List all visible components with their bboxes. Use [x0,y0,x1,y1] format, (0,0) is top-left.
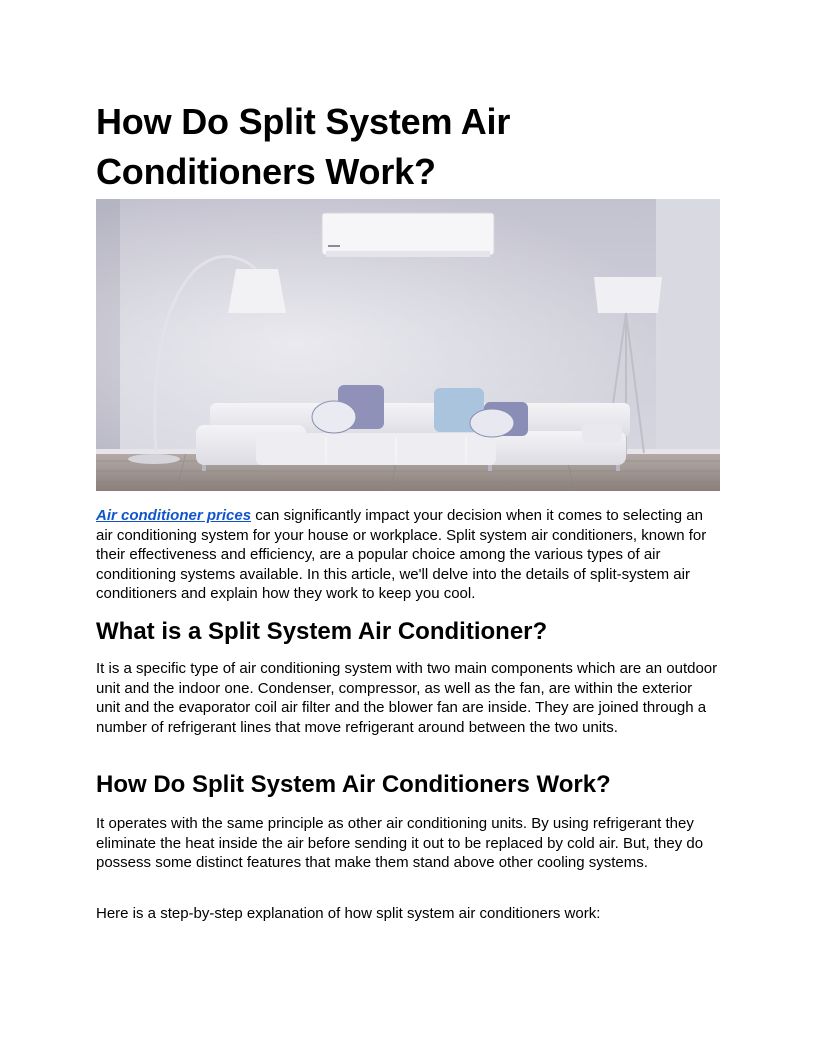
section-paragraph: It is a specific type of air conditioning system with two main components which are an outdoor unit and the indoor one. Condenser, compressor, as well as the fan, are within the exterior unit and the evaporator coil air filter and the blower fan are inside. They are joined through a number of refrigerant lines that move refrigerant around between the two units. [96,660,718,736]
intro-paragraph [96,506,720,604]
section-heading-how-work: How Do Split System Air Conditioners Work? [96,771,611,798]
section-heading-what-is: What is a Split System Air Conditioner? [96,618,548,645]
intro-text: can significantly impact your decision when it comes to selecting an air conditioning system for your house or workplace. Split system air conditioners, known for their effectiveness and efficiency, are a popular choice among the various types of air conditioning systems available. In this article, we'll delve into the details of split-system air conditioners and explain how they work to keep you cool. [96,507,707,602]
page-title: How Do Split System Air Conditioners Work? [96,101,511,192]
hero-image-living-room-air-conditioner [96,199,720,491]
section-paragraph: It operates with the same principle as other air conditioning units. By using refrigerant they eliminate the heat inside the air before sending it out to be replaced by cold air. But, they do possess some distinct features that make them stand above other cooling systems. [96,815,704,871]
section-paragraph: Here is a step-by-step explanation of how split system air conditioners work: [96,905,601,922]
air-conditioner-prices-link[interactable]: Air conditioner prices [96,507,252,524]
